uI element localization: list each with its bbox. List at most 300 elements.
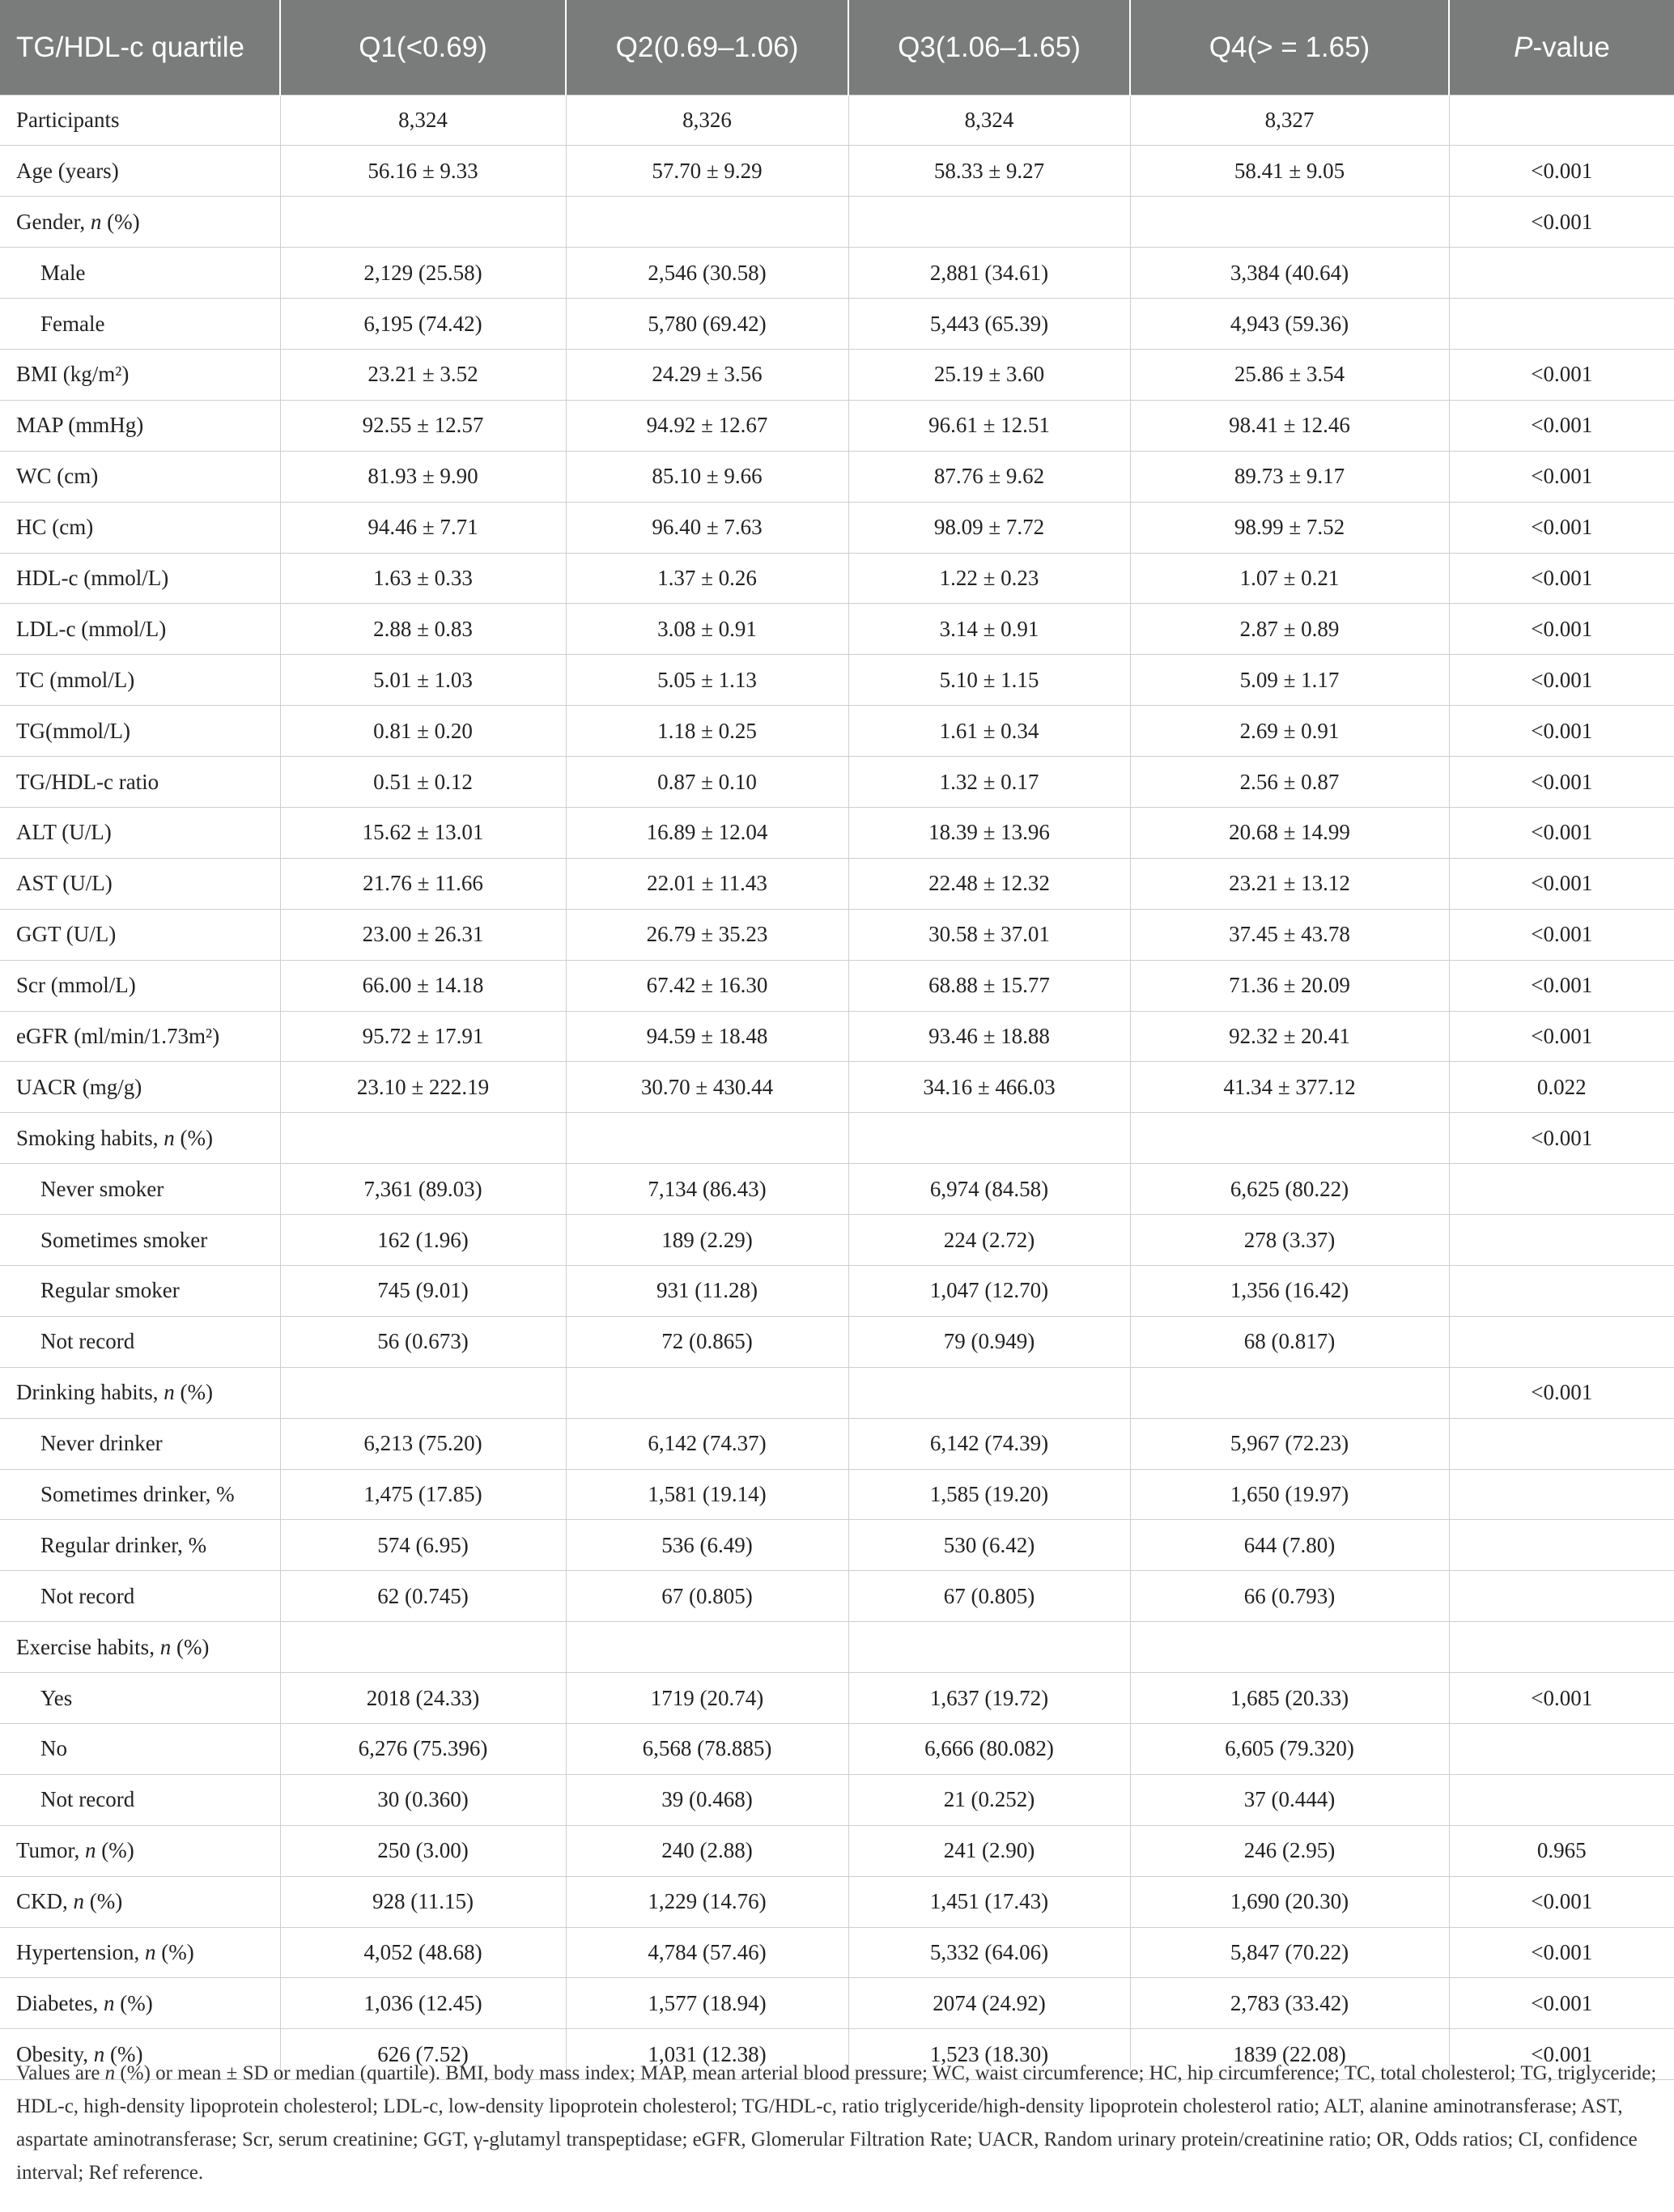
cell-q1: [280, 1622, 566, 1673]
header-p-rest: -value: [1532, 31, 1610, 63]
row-label: [0, 1978, 280, 2029]
p-value-cell: <0.001: [1449, 1113, 1674, 1164]
cell-q4: 1,356 (16.42): [1130, 1265, 1449, 1316]
row-label: [0, 1113, 280, 1164]
cell-q1: 81.93 ± 9.90: [280, 451, 566, 502]
row-label: [0, 1825, 280, 1876]
cell-q2: 30.70 ± 430.44: [566, 1062, 848, 1113]
cell-q2: 57.70 ± 9.29: [566, 146, 848, 197]
p-value-cell: <0.001: [1449, 553, 1674, 604]
cell-q4: 2.69 ± 0.91: [1130, 706, 1449, 757]
cell-q2: 85.10 ± 9.66: [566, 451, 848, 502]
cell-q2: 1,577 (18.94): [566, 1978, 848, 2029]
row-label: [0, 1215, 280, 1266]
p-value-cell: <0.001: [1449, 1367, 1674, 1418]
row-label-italic: n: [73, 1889, 85, 1914]
cell-q1: 0.51 ± 0.12: [280, 757, 566, 808]
cell-q1: 574 (6.95): [280, 1520, 566, 1571]
cell-q4: 278 (3.37): [1130, 1215, 1449, 1266]
row-label-italic: n: [90, 209, 102, 234]
cell-q4: 71.36 ± 20.09: [1130, 960, 1449, 1011]
row-label-tail: (%): [171, 1634, 210, 1659]
cell-q2: 536 (6.49): [566, 1520, 848, 1571]
table-row: [0, 1724, 1674, 1775]
cell-q3: 93.46 ± 18.88: [848, 1011, 1130, 1062]
cell-q3: 96.61 ± 12.51: [848, 400, 1130, 451]
cell-q1: 162 (1.96): [280, 1215, 566, 1266]
cell-q2: 94.59 ± 18.48: [566, 1011, 848, 1062]
cell-q3: 18.39 ± 13.96: [848, 807, 1130, 858]
row-label: [0, 553, 280, 604]
cell-q1: [280, 1113, 566, 1164]
cell-q1: 23.10 ± 222.19: [280, 1062, 566, 1113]
cell-q1: 5.01 ± 1.03: [280, 655, 566, 706]
row-label-italic: n: [164, 1125, 175, 1150]
cell-q3: [848, 1622, 1130, 1673]
cell-q2: 72 (0.865): [566, 1316, 848, 1367]
cell-q1: 21.76 ± 11.66: [280, 858, 566, 909]
row-label-tail: (%): [96, 1838, 134, 1863]
cell-q4: 2,783 (33.42): [1130, 1978, 1449, 2029]
cell-q1: 1,475 (17.85): [280, 1469, 566, 1520]
footnote-n-italic: n: [104, 2062, 116, 2084]
p-value-cell: [1449, 1520, 1674, 1571]
p-value-cell: <0.001: [1449, 1011, 1674, 1062]
cell-q3: 530 (6.42): [848, 1520, 1130, 1571]
cell-q1: 2,129 (25.58): [280, 248, 566, 299]
row-label: [0, 502, 280, 553]
cell-q4: 1,650 (19.97): [1130, 1469, 1449, 1520]
cell-q3: 1,047 (12.70): [848, 1265, 1130, 1316]
row-label: [0, 604, 280, 655]
row-label-text: Female: [40, 311, 105, 336]
p-value-cell: <0.001: [1449, 1673, 1674, 1724]
p-value-cell: 0.965: [1449, 1825, 1674, 1876]
cell-q4: 1.07 ± 0.21: [1130, 553, 1449, 604]
cell-q3: 22.48 ± 12.32: [848, 858, 1130, 909]
cell-q3: 5.10 ± 1.15: [848, 655, 1130, 706]
row-label: [0, 909, 280, 960]
cell-q3: 98.09 ± 7.72: [848, 502, 1130, 553]
footnote-text: (%) or mean ± SD or median (quartile). BMI, body mass index; MAP, mean arterial blood pressure; WC, waist circumference; HC, hip circumference; TC, total cholesterol; TG, triglyceride; HDL-c, high-density lipoprotein cholesterol; LDL-c, low-density lipoprotein cholesterol; TG/HDL-c, ratio triglyceride/high-density lipoprotein cholesterol ratio; ALT, alanine aminotransferase; AST, aspartate aminotransferase; Scr, serum creatinine; GGT, γ-glutamyl transpeptidase; eGFR, Glomerular Filtration Rate; UACR, Random urinary protein/creatinine ratio; OR, Odds ratios; CI, confidence interval; Ref reference.: [16, 2062, 1657, 2184]
row-label: [0, 960, 280, 1011]
row-label: [0, 1418, 280, 1469]
row-label-italic: n: [144, 1940, 156, 1964]
cell-q4: 41.34 ± 377.12: [1130, 1062, 1449, 1113]
cell-q2: 3.08 ± 0.91: [566, 604, 848, 655]
cell-q4: 5,847 (70.22): [1130, 1927, 1449, 1978]
row-label-text: TG(mmol/L): [16, 718, 130, 743]
p-value-cell: <0.001: [1449, 146, 1674, 197]
cell-q4: 1,685 (20.33): [1130, 1673, 1449, 1724]
cell-q1: 4,052 (48.68): [280, 1927, 566, 1978]
p-value-cell: <0.001: [1449, 858, 1674, 909]
row-label: [0, 655, 280, 706]
table-row: [0, 1673, 1674, 1724]
cell-q2: 0.87 ± 0.10: [566, 757, 848, 808]
table-row: [0, 1418, 1674, 1469]
cell-q2: 26.79 ± 35.23: [566, 909, 848, 960]
p-value-cell: [1449, 1774, 1674, 1825]
cell-q1: 15.62 ± 13.01: [280, 807, 566, 858]
cell-q3: 1.32 ± 0.17: [848, 757, 1130, 808]
row-label: [0, 1927, 280, 1978]
cell-q4: 37.45 ± 43.78: [1130, 909, 1449, 960]
cell-q1: 8,324: [280, 95, 566, 146]
row-label: [0, 248, 280, 299]
cell-q3: 25.19 ± 3.60: [848, 349, 1130, 400]
p-value-cell: [1449, 95, 1674, 146]
table-row: [0, 451, 1674, 502]
table-row: [0, 1825, 1674, 1876]
cell-q1: 62 (0.745): [280, 1571, 566, 1622]
cell-q2: [566, 1622, 848, 1673]
p-value-cell: [1449, 1469, 1674, 1520]
cell-q4: 2.87 ± 0.89: [1130, 604, 1449, 655]
row-label: [0, 451, 280, 502]
p-value-cell: <0.001: [1449, 706, 1674, 757]
cell-q4: 2.56 ± 0.87: [1130, 757, 1449, 808]
row-label-tail: (%): [174, 1125, 213, 1150]
cell-q2: 1,581 (19.14): [566, 1469, 848, 1520]
p-value-cell: <0.001: [1449, 807, 1674, 858]
cell-q4: 5.09 ± 1.17: [1130, 655, 1449, 706]
table-row: [0, 1622, 1674, 1673]
row-label-text: ALT (U/L): [16, 820, 112, 845]
row-label-text: Scr (mmol/L): [16, 973, 136, 998]
p-value-cell: [1449, 299, 1674, 350]
row-label-text: TC (mmol/L): [16, 667, 135, 692]
header-p-value: [1449, 0, 1674, 95]
cell-q3: 1.22 ± 0.23: [848, 553, 1130, 604]
cell-q2: 5.05 ± 1.13: [566, 655, 848, 706]
header-quartile: TG/HDL-c quartile: [0, 0, 280, 95]
cell-q4: 92.32 ± 20.41: [1130, 1011, 1449, 1062]
cell-q1: 23.21 ± 3.52: [280, 349, 566, 400]
cell-q1: 23.00 ± 26.31: [280, 909, 566, 960]
cell-q3: 241 (2.90): [848, 1825, 1130, 1876]
cell-q3: 1.61 ± 0.34: [848, 706, 1130, 757]
cell-q4: 98.99 ± 7.52: [1130, 502, 1449, 553]
cell-q4: 58.41 ± 9.05: [1130, 146, 1449, 197]
row-label: [0, 1724, 280, 1775]
row-label: [0, 1876, 280, 1927]
cell-q3: 224 (2.72): [848, 1215, 1130, 1266]
cell-q2: [566, 1367, 848, 1418]
row-label-text: MAP (mmHg): [16, 413, 144, 438]
cell-q2: [566, 197, 848, 248]
row-label-text: Not record: [40, 1329, 135, 1354]
cell-q1: 0.81 ± 0.20: [280, 706, 566, 757]
table-row: [0, 909, 1674, 960]
footnote-pre: Values are: [16, 2062, 105, 2084]
table-row: [0, 1367, 1674, 1418]
row-label-italic: n: [93, 2041, 105, 2066]
cell-q3: 79 (0.949): [848, 1316, 1130, 1367]
p-value-cell: <0.001: [1449, 960, 1674, 1011]
p-value-cell: [1449, 248, 1674, 299]
header-p-italic: P: [1514, 31, 1533, 63]
row-label-text: Not record: [40, 1787, 135, 1812]
row-label-text: HC (cm): [16, 515, 94, 540]
row-label: [0, 1571, 280, 1622]
row-label-text: TG/HDL-c ratio: [16, 769, 159, 794]
row-label: [0, 757, 280, 808]
row-label: [0, 1520, 280, 1571]
cell-q1: 928 (11.15): [280, 1876, 566, 1927]
cell-q1: 6,213 (75.20): [280, 1418, 566, 1469]
row-label-text: Never smoker: [40, 1176, 164, 1201]
cell-q4: [1130, 1622, 1449, 1673]
row-label: [0, 1316, 280, 1367]
cell-q1: 66.00 ± 14.18: [280, 960, 566, 1011]
row-label-italic: n: [103, 1990, 115, 2015]
cell-q3: 6,974 (84.58): [848, 1164, 1130, 1215]
header-q1: Q1(<0.69): [280, 0, 566, 95]
header-row: [0, 0, 1674, 95]
table-row: [0, 146, 1674, 197]
table-row: [0, 1774, 1674, 1825]
cell-q4: 246 (2.95): [1130, 1825, 1449, 1876]
table-row: [0, 1571, 1674, 1622]
cell-q2: 931 (11.28): [566, 1265, 848, 1316]
cell-q4: 23.21 ± 13.12: [1130, 858, 1449, 909]
cell-q2: 240 (2.88): [566, 1825, 848, 1876]
cell-q2: 94.92 ± 12.67: [566, 400, 848, 451]
table-row: [0, 1215, 1674, 1266]
cell-q3: 2,881 (34.61): [848, 248, 1130, 299]
row-label-text: Drinking habits,: [16, 1380, 164, 1405]
cell-q2: 1,229 (14.76): [566, 1876, 848, 1927]
row-label-italic: n: [164, 1380, 175, 1405]
cell-q3: [848, 1113, 1130, 1164]
row-label-text: Yes: [40, 1685, 73, 1710]
row-label-text: Obesity,: [16, 2041, 94, 2066]
row-label-text: Age (years): [16, 158, 119, 183]
table-row: [0, 1062, 1674, 1113]
cell-q4: [1130, 1113, 1449, 1164]
table-row: [0, 960, 1674, 1011]
cell-q3: 58.33 ± 9.27: [848, 146, 1130, 197]
cell-q4: 1,690 (20.30): [1130, 1876, 1449, 1927]
p-value-cell: <0.001: [1449, 757, 1674, 808]
row-label: [0, 706, 280, 757]
table-row: [0, 706, 1674, 757]
cell-q3: 1,637 (19.72): [848, 1673, 1130, 1724]
cell-q2: 6,568 (78.885): [566, 1724, 848, 1775]
cell-q2: 96.40 ± 7.63: [566, 502, 848, 553]
row-label-text: Never drinker: [40, 1431, 163, 1456]
cell-q1: 30 (0.360): [280, 1774, 566, 1825]
cell-q3: 1,523 (18.30): [848, 2029, 1130, 2080]
row-label-text: BMI (kg/m²): [16, 362, 130, 387]
cell-q4: 68 (0.817): [1130, 1316, 1449, 1367]
cell-q4: 66 (0.793): [1130, 1571, 1449, 1622]
cell-q1: 2018 (24.33): [280, 1673, 566, 1724]
row-label-tail: (%): [155, 1940, 194, 1964]
cell-q3: 21 (0.252): [848, 1774, 1130, 1825]
p-value-cell: <0.001: [1449, 400, 1674, 451]
cell-q2: 1.18 ± 0.25: [566, 706, 848, 757]
row-label-text: LDL-c (mmol/L): [16, 616, 167, 641]
row-label-text: Sometimes smoker: [40, 1227, 208, 1252]
row-label-text: WC (cm): [16, 464, 99, 489]
cell-q3: 3.14 ± 0.91: [848, 604, 1130, 655]
row-label-tail: (%): [114, 1990, 153, 2015]
row-label-text: Male: [40, 260, 86, 285]
cell-q4: 37 (0.444): [1130, 1774, 1449, 1825]
cell-q2: 189 (2.29): [566, 1215, 848, 1266]
p-value-cell: <0.001: [1449, 604, 1674, 655]
row-label-text: Diabetes,: [16, 1990, 104, 2015]
row-label: [0, 1367, 280, 1418]
cell-q2: [566, 1113, 848, 1164]
p-value-cell: <0.001: [1449, 1876, 1674, 1927]
cell-q2: 16.89 ± 12.04: [566, 807, 848, 858]
row-label: [0, 1469, 280, 1520]
row-label-text: Sometimes drinker, %: [40, 1481, 235, 1506]
cell-q3: 1,451 (17.43): [848, 1876, 1130, 1927]
p-value-cell: <0.001: [1449, 1978, 1674, 2029]
cell-q3: 5,332 (64.06): [848, 1927, 1130, 1978]
row-label: [0, 1164, 280, 1215]
row-label-text: Tumor,: [16, 1838, 85, 1863]
header-q3: Q3(1.06–1.65): [848, 0, 1130, 95]
cell-q1: 92.55 ± 12.57: [280, 400, 566, 451]
row-label-text: Regular smoker: [40, 1278, 180, 1303]
row-label-text: Not record: [40, 1583, 135, 1608]
row-label-text: Exercise habits,: [16, 1634, 160, 1659]
cell-q4: 5,967 (72.23): [1130, 1418, 1449, 1469]
row-label-text: Hypertension,: [16, 1940, 145, 1964]
p-value-cell: 0.022: [1449, 1062, 1674, 1113]
cell-q1: 2.88 ± 0.83: [280, 604, 566, 655]
p-value-cell: <0.001: [1449, 502, 1674, 553]
row-label: [0, 95, 280, 146]
row-label-tail: (%): [174, 1380, 213, 1405]
table-header: [0, 0, 1674, 95]
table-row: [0, 502, 1674, 553]
row-label-text: eGFR (ml/min/1.73m²): [16, 1023, 220, 1048]
row-label-text: GGT (U/L): [16, 922, 117, 947]
table-row: [0, 553, 1674, 604]
table-row: [0, 299, 1674, 350]
table-row: [0, 1978, 1674, 2029]
cell-q4: 644 (7.80): [1130, 1520, 1449, 1571]
row-label: [0, 1062, 280, 1113]
table-row: [0, 349, 1674, 400]
table-row: [0, 400, 1674, 451]
table-row: [0, 1011, 1674, 1062]
p-value-cell: <0.001: [1449, 197, 1674, 248]
cell-q2: 67.42 ± 16.30: [566, 960, 848, 1011]
header-q4: Q4(> = 1.65): [1130, 0, 1449, 95]
table-row: [0, 757, 1674, 808]
cell-q4: 6,625 (80.22): [1130, 1164, 1449, 1215]
p-value-cell: <0.001: [1449, 349, 1674, 400]
cell-q2: 7,134 (86.43): [566, 1164, 848, 1215]
cell-q4: 25.86 ± 3.54: [1130, 349, 1449, 400]
table-row: [0, 604, 1674, 655]
cell-q2: 8,326: [566, 95, 848, 146]
row-label: [0, 1673, 280, 1724]
cell-q4: 3,384 (40.64): [1130, 248, 1449, 299]
cell-q1: 1.63 ± 0.33: [280, 553, 566, 604]
row-label: [0, 400, 280, 451]
cell-q1: 6,276 (75.396): [280, 1724, 566, 1775]
cell-q1: 7,361 (89.03): [280, 1164, 566, 1215]
cell-q1: 250 (3.00): [280, 1825, 566, 1876]
table-row: [0, 807, 1674, 858]
cell-q2: 67 (0.805): [566, 1571, 848, 1622]
p-value-cell: [1449, 1215, 1674, 1266]
p-value-cell: [1449, 1622, 1674, 1673]
cell-q1: 95.72 ± 17.91: [280, 1011, 566, 1062]
cell-q3: 67 (0.805): [848, 1571, 1130, 1622]
cell-q1: 56 (0.673): [280, 1316, 566, 1367]
cell-q1: [280, 1367, 566, 1418]
cell-q3: 8,324: [848, 95, 1130, 146]
row-label: [0, 1774, 280, 1825]
p-value-cell: [1449, 1724, 1674, 1775]
row-label-text: Participants: [16, 107, 120, 132]
p-value-cell: [1449, 1265, 1674, 1316]
table-row: [0, 1469, 1674, 1520]
row-label: [0, 1011, 280, 1062]
cell-q3: [848, 197, 1130, 248]
cell-q2: 22.01 ± 11.43: [566, 858, 848, 909]
cell-q4: 6,605 (79.320): [1130, 1724, 1449, 1775]
row-label-tail: (%): [104, 2041, 143, 2066]
cell-q4: 8,327: [1130, 95, 1449, 146]
p-value-cell: [1449, 1316, 1674, 1367]
cell-q3: 2074 (24.92): [848, 1978, 1130, 2029]
table-row: [0, 95, 1674, 146]
cell-q2: 1719 (20.74): [566, 1673, 848, 1724]
row-label: [0, 146, 280, 197]
cell-q1: 56.16 ± 9.33: [280, 146, 566, 197]
row-label: [0, 807, 280, 858]
table-row: [0, 1316, 1674, 1367]
row-label-italic: n: [84, 1838, 96, 1863]
cell-q2: 2,546 (30.58): [566, 248, 848, 299]
p-value-cell: [1449, 1164, 1674, 1215]
cell-q1: 94.46 ± 7.71: [280, 502, 566, 553]
cell-q3: 1,585 (19.20): [848, 1469, 1130, 1520]
cell-q1: 626 (7.52): [280, 2029, 566, 2080]
row-label-text: Gender,: [16, 209, 91, 234]
table-row: [0, 858, 1674, 909]
row-label-text: Regular drinker, %: [40, 1532, 207, 1557]
row-label-text: HDL-c (mmol/L): [16, 565, 169, 590]
cell-q3: [848, 1367, 1130, 1418]
cell-q2: 6,142 (74.37): [566, 1418, 848, 1469]
cell-q4: 89.73 ± 9.17: [1130, 451, 1449, 502]
table-row: [0, 1265, 1674, 1316]
cell-q1: 1,036 (12.45): [280, 1978, 566, 2029]
table-row: [0, 1164, 1674, 1215]
table-row: [0, 1520, 1674, 1571]
p-value-cell: <0.001: [1449, 2029, 1674, 2080]
cell-q4: 4,943 (59.36): [1130, 299, 1449, 350]
cell-q3: 6,142 (74.39): [848, 1418, 1130, 1469]
cell-q2: 4,784 (57.46): [566, 1927, 848, 1978]
row-label-text: No: [40, 1736, 67, 1761]
cell-q4: 20.68 ± 14.99: [1130, 807, 1449, 858]
p-value-cell: <0.001: [1449, 1927, 1674, 1978]
table-body: [0, 95, 1674, 2080]
cell-q2: 5,780 (69.42): [566, 299, 848, 350]
